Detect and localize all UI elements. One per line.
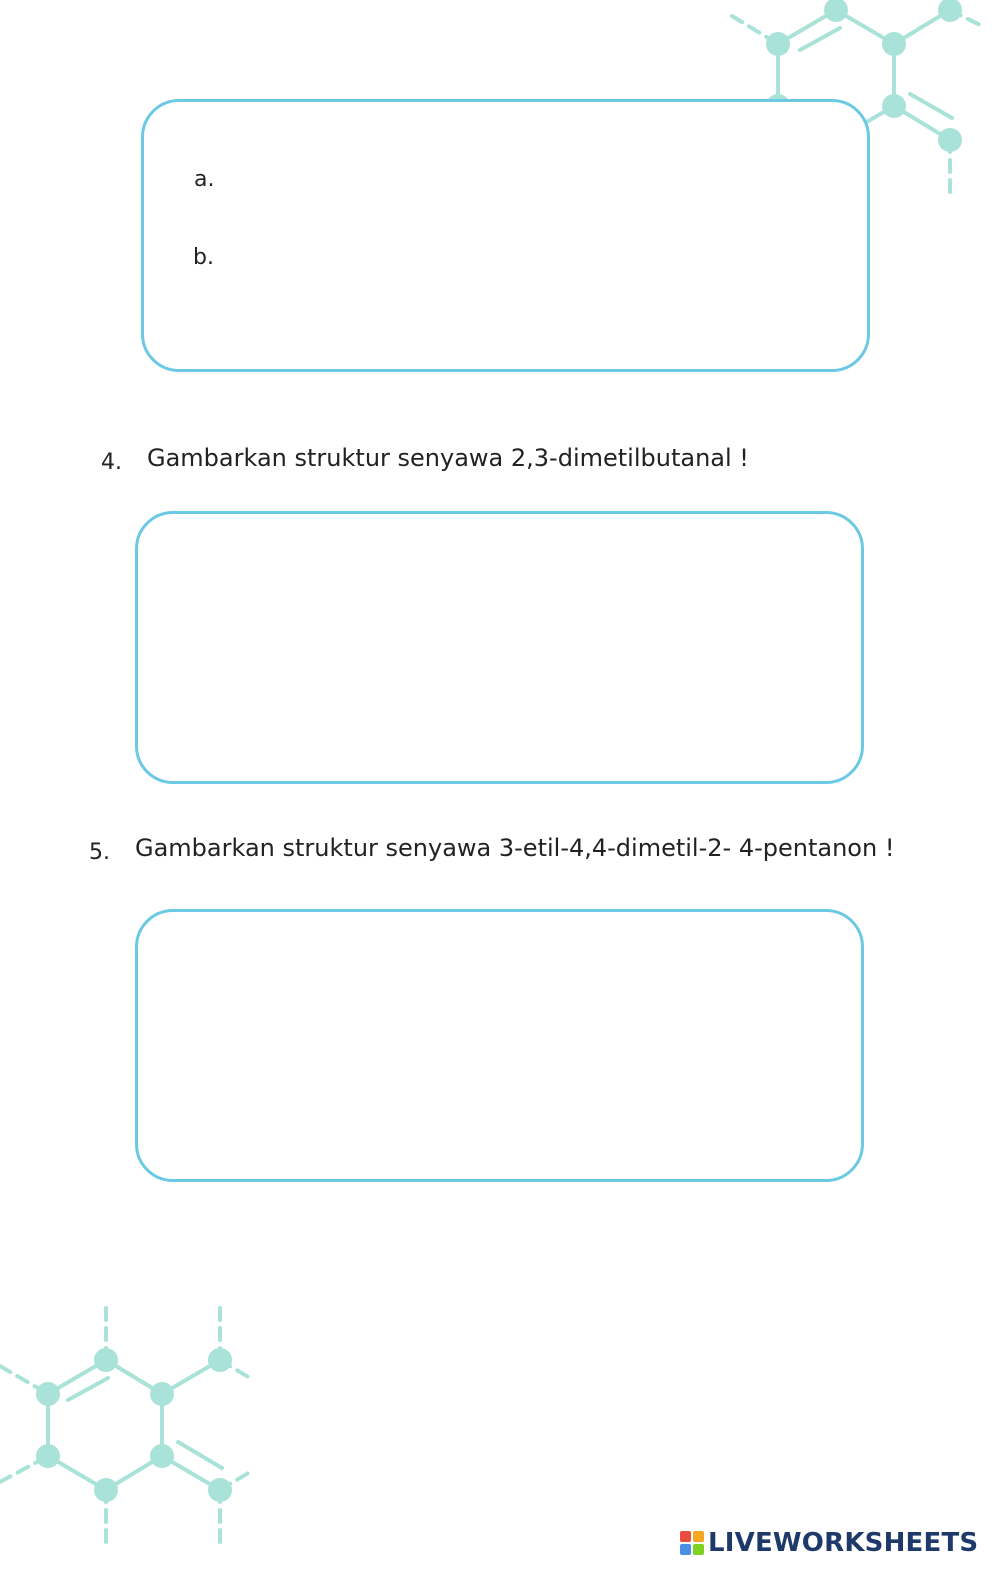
question-4-text: Gambarkan struktur senyawa 2,3-dimetilbutanal ! — [147, 444, 749, 472]
liveworksheets-logo — [680, 1527, 978, 1559]
question-5-number: 5. — [89, 840, 110, 865]
question-5-text: Gambarkan struktur senyawa 3-etil-4,4-dimetil-2- 4-pentanon ! — [135, 834, 895, 862]
answer-box-4[interactable] — [135, 511, 864, 784]
liveworksheets-logo-icon — [680, 1531, 704, 1555]
logo-brand-text: LIVEWORKSHEETS — [708, 1528, 979, 1558]
option-b-label: b. — [193, 245, 214, 270]
molecule-bottom-left-icon — [0, 1300, 260, 1550]
answer-box-3[interactable] — [141, 99, 870, 372]
option-a-label: a. — [194, 167, 215, 192]
question-4-number: 4. — [101, 450, 122, 475]
answer-box-5[interactable] — [135, 909, 864, 1182]
